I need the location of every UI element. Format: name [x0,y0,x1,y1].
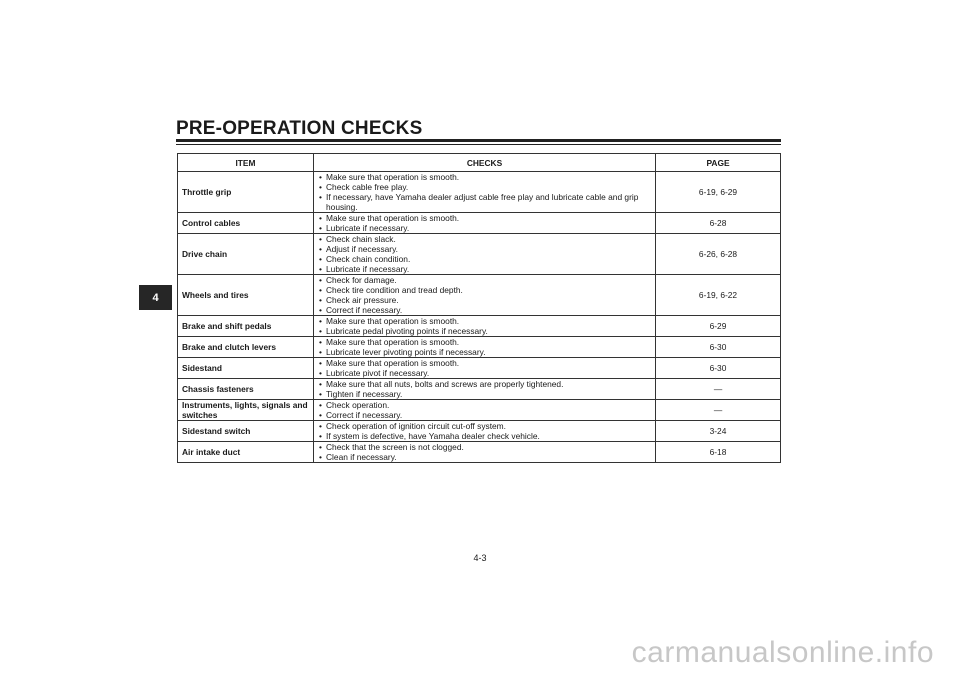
checks-list [318,337,651,357]
checks-list [318,172,651,212]
page-reference: 6-19, 6-29 [656,172,781,213]
page-reference: 6-18 [656,442,781,463]
page-number: 4-3 [473,553,487,563]
check-item: • Lubricate if necessary. [318,264,651,274]
checks-cell [314,442,656,463]
checks-cell [314,400,656,421]
check-item: • Check operation. [318,400,651,410]
page-reference: 3-24 [656,421,781,442]
table-row [178,316,781,337]
checks-list [318,316,651,336]
table-row [178,442,781,463]
table-row [178,421,781,442]
page-reference: 6-29 [656,316,781,337]
table-row [178,400,781,421]
checks-list [318,421,651,441]
checks-list [318,379,651,399]
item-name: Sidestand [178,358,314,379]
title-rule-thin [176,144,781,145]
chapter-tab: 4 [139,285,172,310]
check-item: • Make sure that all nuts, bolts and screws are properly tightened. [318,379,651,389]
item-name: Wheels and tires [178,275,314,316]
page-reference: 6-19, 6-22 [656,275,781,316]
item-name: Brake and shift pedals [178,316,314,337]
checks-list [318,358,651,378]
checks-list [318,234,651,274]
watermark: carmanualsonline.info [631,636,934,669]
table-row [178,234,781,275]
checks-list [318,442,651,462]
check-item: • Make sure that operation is smooth. [318,213,651,223]
column-header-page: PAGE [656,154,781,172]
item-name: Control cables [178,213,314,234]
check-item: • Lubricate lever pivoting points if necessary. [318,347,651,357]
page-reference: 6-26, 6-28 [656,234,781,275]
pre-operation-checks-table [177,153,781,463]
checks-list [318,400,651,420]
checks-cell [314,337,656,358]
check-item: • Correct if necessary. [318,410,651,420]
check-item: • Check operation of ignition circuit cut-off system. [318,421,651,431]
check-item: • If system is defective, have Yamaha dealer check vehicle. [318,431,651,441]
check-item: • Check tire condition and tread depth. [318,285,651,295]
page-reference: 6-30 [656,358,781,379]
page-reference: — [656,379,781,400]
check-item: • Clean if necessary. [318,452,651,462]
checks-cell [314,379,656,400]
table-row [178,213,781,234]
checks-cell [314,358,656,379]
checks-cell [314,275,656,316]
check-item: • Check cable free play. [318,182,651,192]
checks-cell [314,316,656,337]
check-item: • Make sure that operation is smooth. [318,358,651,368]
table-row [178,172,781,213]
check-item: • Check that the screen is not clogged. [318,442,651,452]
item-name: Air intake duct [178,442,314,463]
item-name: Brake and clutch levers [178,337,314,358]
checks-cell [314,172,656,213]
table-row [178,379,781,400]
page-title: PRE-OPERATION CHECKS [176,118,423,139]
check-item: • Correct if necessary. [318,305,651,315]
title-rule-thick [176,139,781,142]
check-item: • Check for damage. [318,275,651,285]
check-item: • Adjust if necessary. [318,244,651,254]
check-item: • Lubricate pedal pivoting points if necessary. [318,326,651,336]
item-name: Instruments, lights, signals and switches [178,400,314,421]
column-header-checks: CHECKS [314,154,656,172]
page-reference: 6-28 [656,213,781,234]
check-item: • Make sure that operation is smooth. [318,337,651,347]
check-item: • Lubricate if necessary. [318,223,651,233]
check-item: • Check chain condition. [318,254,651,264]
check-item: • Lubricate pivot if necessary. [318,368,651,378]
check-item: • If necessary, have Yamaha dealer adjust cable free play and lubricate cable and grip housing. [318,192,651,212]
checks-list [318,275,651,315]
item-name: Chassis fasteners [178,379,314,400]
table-header-row [178,154,781,172]
table-row [178,358,781,379]
checks-cell [314,234,656,275]
check-item: • Check chain slack. [318,234,651,244]
table-row [178,275,781,316]
checks-list [318,213,651,233]
check-item: • Check air pressure. [318,295,651,305]
check-item: • Tighten if necessary. [318,389,651,399]
page-reference: 6-30 [656,337,781,358]
item-name: Drive chain [178,234,314,275]
column-header-item: ITEM [178,154,314,172]
item-name: Throttle grip [178,172,314,213]
item-name: Sidestand switch [178,421,314,442]
table-row [178,337,781,358]
check-item: • Make sure that operation is smooth. [318,172,651,182]
check-item: • Make sure that operation is smooth. [318,316,651,326]
checks-cell [314,421,656,442]
page-reference: — [656,400,781,421]
checks-cell [314,213,656,234]
